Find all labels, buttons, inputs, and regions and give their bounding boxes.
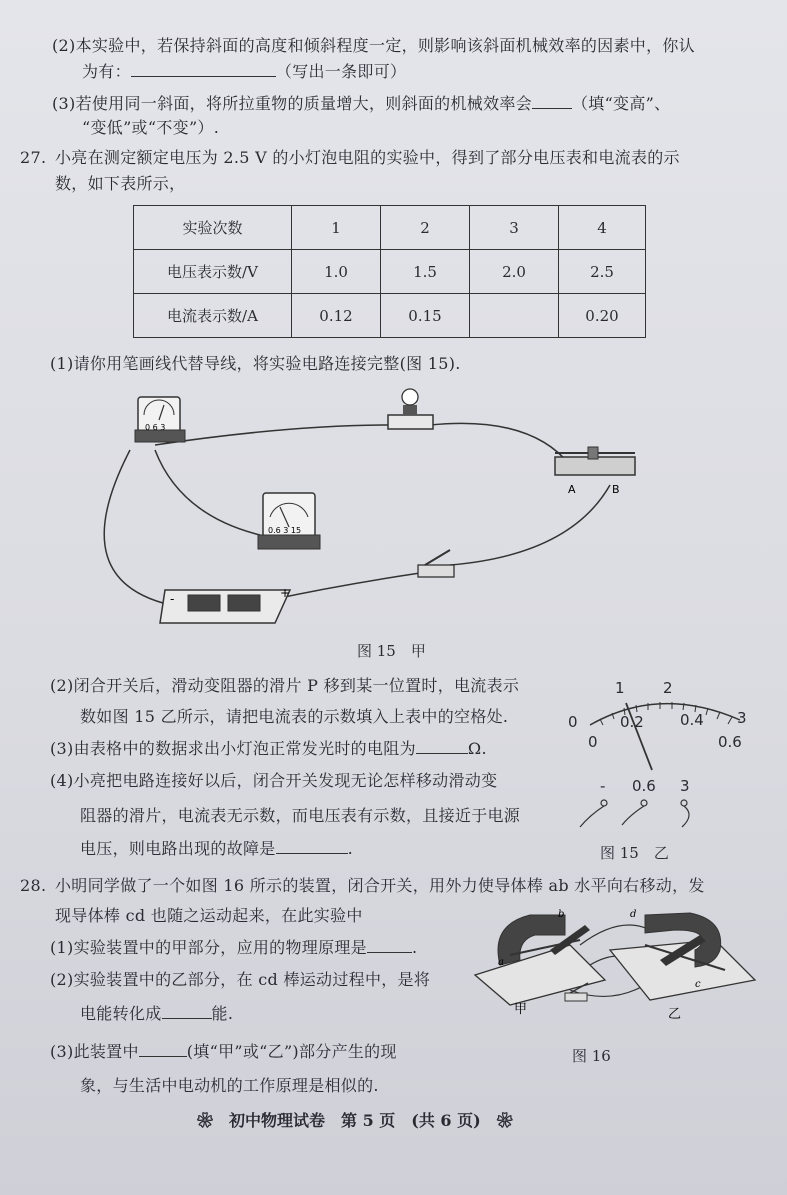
table-row-label: 电压表示数/V	[134, 250, 292, 294]
ammeter	[258, 493, 320, 549]
wire-bulb-to-rheostat	[430, 423, 570, 465]
sliding-rheostat	[555, 447, 635, 496]
wire-battery-to-switch	[270, 573, 420, 600]
dial-bottom-label-0: 0	[588, 733, 598, 751]
wire-voltmeter-to-battery	[104, 450, 180, 607]
q26-part2-prefix: 为有：	[82, 62, 131, 81]
rheostat-terminal-a: A	[568, 483, 576, 496]
dial-terminal-negative: -	[600, 777, 606, 795]
table-cell: 2.5	[559, 250, 646, 294]
table-header-cell: 4	[559, 206, 646, 250]
dial-top-label-2: 2	[663, 679, 673, 697]
dial-mid-label-3: 3	[737, 709, 747, 727]
q28-part2-end: 能.	[211, 1004, 234, 1023]
q27-number: 27.	[20, 148, 47, 167]
q27-part2-line1: (2)闭合开关后，滑动变阻器的滑片 P 移到某一位置时，电流表示	[50, 676, 520, 695]
table-header-cell: 3	[470, 206, 559, 250]
battery-box	[160, 586, 290, 623]
q28-part2-line1: (2)实验装置中的乙部分，在 cd 棒运动过程中，是将	[50, 970, 431, 989]
table-row-label: 电流表示数/A	[134, 294, 292, 338]
connection-wires	[104, 423, 610, 607]
table-header-cell: 1	[292, 206, 381, 250]
q28-stem-line2: 现导体棒 cd 也随之运动起来，在此实验中	[55, 906, 363, 925]
page-footer: ❀ 初中物理试卷 第 5 页 (共 6 页) ❀	[197, 1111, 513, 1130]
q26-part3-line1	[52, 94, 670, 114]
ammeter-dial-figure	[560, 675, 760, 835]
q28-part3-choices: (填“甲”或“乙”)部分产生的现	[186, 1042, 397, 1061]
table-header-row	[134, 206, 646, 250]
q28-part3-line2: 象，与生活中电动机的工作原理是相似的.	[80, 1076, 379, 1095]
fig16-part-yi-label: 乙	[668, 1007, 682, 1022]
q27-part4-line1: (4)小亮把电路连接好以后，闭合开关发现无论怎样移动滑动变	[50, 771, 498, 790]
q27-part4-answer-blank[interactable]	[276, 839, 348, 854]
q26-part3-line2: “变低”或“不变”）.	[82, 118, 220, 137]
q28-part3-answer-blank[interactable]	[139, 1042, 187, 1057]
q28-part1-answer-blank[interactable]	[367, 938, 412, 953]
dial-mid-label-0: 0	[568, 713, 578, 731]
table-cell: 0.15	[381, 294, 470, 338]
table-cell: 1.0	[292, 250, 381, 294]
rod-label-b: b	[558, 909, 565, 920]
q27-data-table	[133, 205, 646, 338]
q27-part3-answer-blank[interactable]	[416, 739, 468, 754]
rod-label-a: a	[498, 957, 504, 968]
table-cell: 1.5	[381, 250, 470, 294]
apparatus-yi	[610, 909, 755, 1000]
light-bulb	[388, 389, 433, 429]
rod-label-c: c	[695, 979, 701, 990]
q26-part2-line1: (2)本实验中，若保持斜面的高度和倾斜程度一定，则影响该斜面机械效率的因素中，你认	[52, 36, 695, 55]
table-cell: 0.20	[559, 294, 646, 338]
table-header-cell: 2	[381, 206, 470, 250]
q28-stem-line1: 小明同学做了一个如图 16 所示的装置，闭合开关，用外力使导体棒 ab 水平向右移动，发	[55, 876, 705, 895]
motor-generator-figure	[470, 905, 770, 1025]
q28-part1-text: (1)实验装置中的甲部分，应用的物理原理是	[50, 938, 367, 957]
table-row-voltage	[134, 250, 646, 294]
q28-part3-text: (3)此装置中	[50, 1042, 139, 1061]
dial-top-label-1: 1	[615, 679, 625, 697]
ammeter-scale-label: 0.6 3 15	[268, 526, 302, 535]
switch	[418, 550, 454, 577]
fig16-part-jia-label: 甲	[514, 1002, 528, 1017]
table-cell-empty-answer[interactable]	[470, 294, 559, 338]
q28-part2-line2	[80, 1004, 233, 1024]
q27-stem-line2: 数，如下表所示，	[55, 174, 186, 193]
q28-number: 28.	[20, 876, 47, 895]
q27-part2-line2: 数如图 15 乙所示，请把电流表的示数填入上表中的空格处.	[80, 707, 509, 726]
dial-terminal-3: 3	[680, 777, 690, 795]
battery-positive-terminal: +	[280, 586, 291, 600]
q27-part4-line2: 阻器的滑片，电流表无示数，而电压表有示数，且接近于电源	[80, 806, 521, 825]
q28-part1	[50, 938, 417, 958]
q26-part2-suffix: （写出一条即可）	[275, 62, 407, 81]
q27-part4-text: 电压，则电路出现的故障是	[80, 839, 276, 858]
dial-mid-label-0.4: 0.4	[680, 711, 704, 729]
q28-part3-line1	[50, 1042, 397, 1062]
q28-part2-text: 电能转化成	[80, 1004, 162, 1023]
circuit-diagram-figure	[100, 385, 660, 645]
table-row-current	[134, 294, 646, 338]
q27-part3-text: (3)由表格中的数据求出小灯泡正常发光时的电阻为	[50, 739, 416, 758]
voltmeter	[135, 397, 185, 442]
figure-16-caption: 图 16	[572, 1047, 611, 1065]
wire-voltmeter-to-bulb	[155, 425, 390, 445]
table-cell: 2.0	[470, 250, 559, 294]
terminal-wires	[580, 800, 689, 827]
dial-terminal-0.6: 0.6	[632, 777, 656, 795]
dial-bottom-label-0.6: 0.6	[718, 733, 742, 751]
dial-mid-label-0.2: 0.2	[620, 713, 644, 731]
table-cell: 0.12	[292, 294, 381, 338]
voltmeter-scale-label: 0 6 3	[145, 423, 166, 432]
battery-negative-terminal: -	[170, 592, 175, 606]
q26-part3-answer-blank[interactable]	[532, 94, 572, 109]
q26-part2-answer-blank[interactable]	[131, 62, 276, 77]
rod-label-d: d	[630, 909, 637, 920]
figure-15b-caption: 图 15 乙	[600, 844, 669, 862]
q28-part1-end: .	[411, 938, 418, 957]
table-header-cell: 实验次数	[134, 206, 292, 250]
apparatus-jia	[475, 909, 605, 1005]
q27-part3	[50, 739, 487, 759]
wire-switch-to-rheostat	[450, 485, 610, 565]
q26-part3-choices: （填“变高”、	[571, 94, 671, 113]
q27-part4-end: .	[347, 839, 353, 858]
q28-part2-answer-blank[interactable]	[162, 1004, 212, 1019]
q27-stem-line1: 小亮在测定额定电压为 2.5 V 的小灯泡电阻的实验中，得到了部分电压表和电流表的示	[55, 148, 680, 167]
q27-part4-line3	[80, 839, 353, 859]
rheostat-terminal-b: B	[612, 483, 620, 496]
figure-15a-caption: 图 15 甲	[357, 642, 426, 660]
q27-part3-unit: Ω.	[467, 739, 487, 758]
q26-part2-line2	[82, 62, 406, 82]
q26-part3-text: (3)若使用同一斜面，将所拉重物的质量增大，则斜面的机械效率会	[52, 94, 532, 113]
wire-voltmeter-to-ammeter	[155, 450, 260, 535]
q27-part1: (1)请你用笔画线代替导线，将实验电路连接完整(图 15).	[50, 354, 461, 373]
